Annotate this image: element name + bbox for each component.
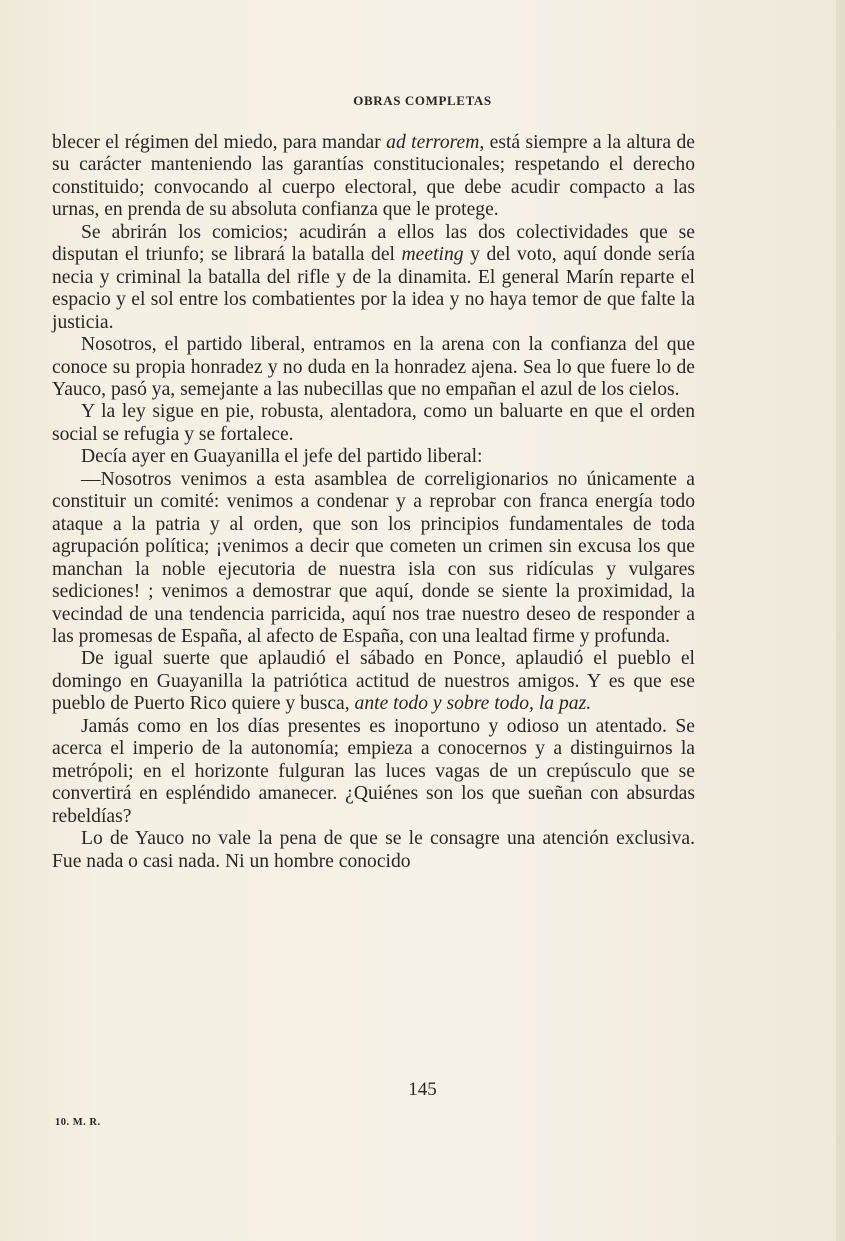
paragraph-9: Lo de Yauco no vale la pena de que se le consagre una atención exclusiva. Fue nada o casi nada. Ni un hombre conocido xyxy=(52,828,695,872)
italic-phrase: ad terrorem xyxy=(386,132,480,153)
paragraph-5: Decía ayer en Guayanilla el jefe del partido liberal: xyxy=(81,446,483,468)
paragraph-3: Nosotros, el partido liberal, entramos en la arena con la confianza del que conoce su propia honradez y no duda en la honradez ajena. Sea lo que fuere lo de Yauco, pasó ya, semejante a las nubecillas que no empañan el azul de los cielos. xyxy=(52,334,695,400)
page-edge-shadow xyxy=(836,0,845,1241)
body-text xyxy=(52,132,695,873)
italic-phrase: ante todo y sobre todo, la paz. xyxy=(354,693,592,715)
paragraph-8: Jamás como en los días presentes es inoportuno y odioso un atentado. Se acerca el imperio de la autonomía; empieza a conocernos y a distinguirnos la metrópoli; en el horizonte fulguran las luces vagas de un crepúsculo que se convertirá en espléndido amanecer. ¿Quiénes son los que sueñan con absurdas rebeldías? xyxy=(52,715,695,827)
paragraph-4: Y la ley sigue en pie, robusta, alentadora, como un baluarte en que el orden social se refugia y se fortalece. xyxy=(52,401,695,445)
running-header: OBRAS COMPLETAS xyxy=(353,93,492,108)
paragraph-1: blecer el régimen del miedo, para mandar ad terrorem, está siempre a la altura de su carácter manteniendo las garantías constitucionales; respetando el derecho constituido; convocando al cuerpo electoral, que debe acudir compacto a las urnas, en prenda de su absoluta confianza que le protege. xyxy=(52,132,695,221)
italic-phrase: meeting xyxy=(401,244,464,266)
paragraph-7: De igual suerte que aplaudió el sábado en Ponce, aplaudió el pueblo el domingo en Guayanilla la patriótica actitud de nuestros amigos. Y es que ese pueblo de Puerto Rico quiere y busca, ante todo y sobre todo, la paz. xyxy=(52,648,695,715)
page-number: 145 xyxy=(408,1079,437,1100)
printer-signature: 10. M. R. xyxy=(55,1117,101,1128)
paragraph-2: Se abrirán los comicios; acudirán a ellos las dos colectividades que se disputan el triunfo; se librará la batalla del meeting y del voto, aquí donde sería necia y criminal la batalla del rifle y de la dinamita. El general Marín reparte el espacio y el sol entre los combatientes por la idea y no haya temor de que falte la justicia. xyxy=(52,221,695,333)
paragraph-6: —Nosotros venimos a esta asamblea de correligionarios no únicamente a constituir un comité: venimos a condenar y a reprobar con franca energía todo ataque a la patria y al orden, que son los principios fundamentales de toda agrupación política; ¡venimos a decir que cometen un crimen sin excusa los que manchan la noble ejecutoria de nuestra isla con sus ridículas y vulgares sediciones! ; venimos a demostrar que aquí, donde se siente la proximidad, la vecindad de una tendencia parricida, aquí nos trae nuestro deseo de responder a las promesas de España, al afecto de España, con una lealtad firme y profunda. xyxy=(52,468,695,647)
